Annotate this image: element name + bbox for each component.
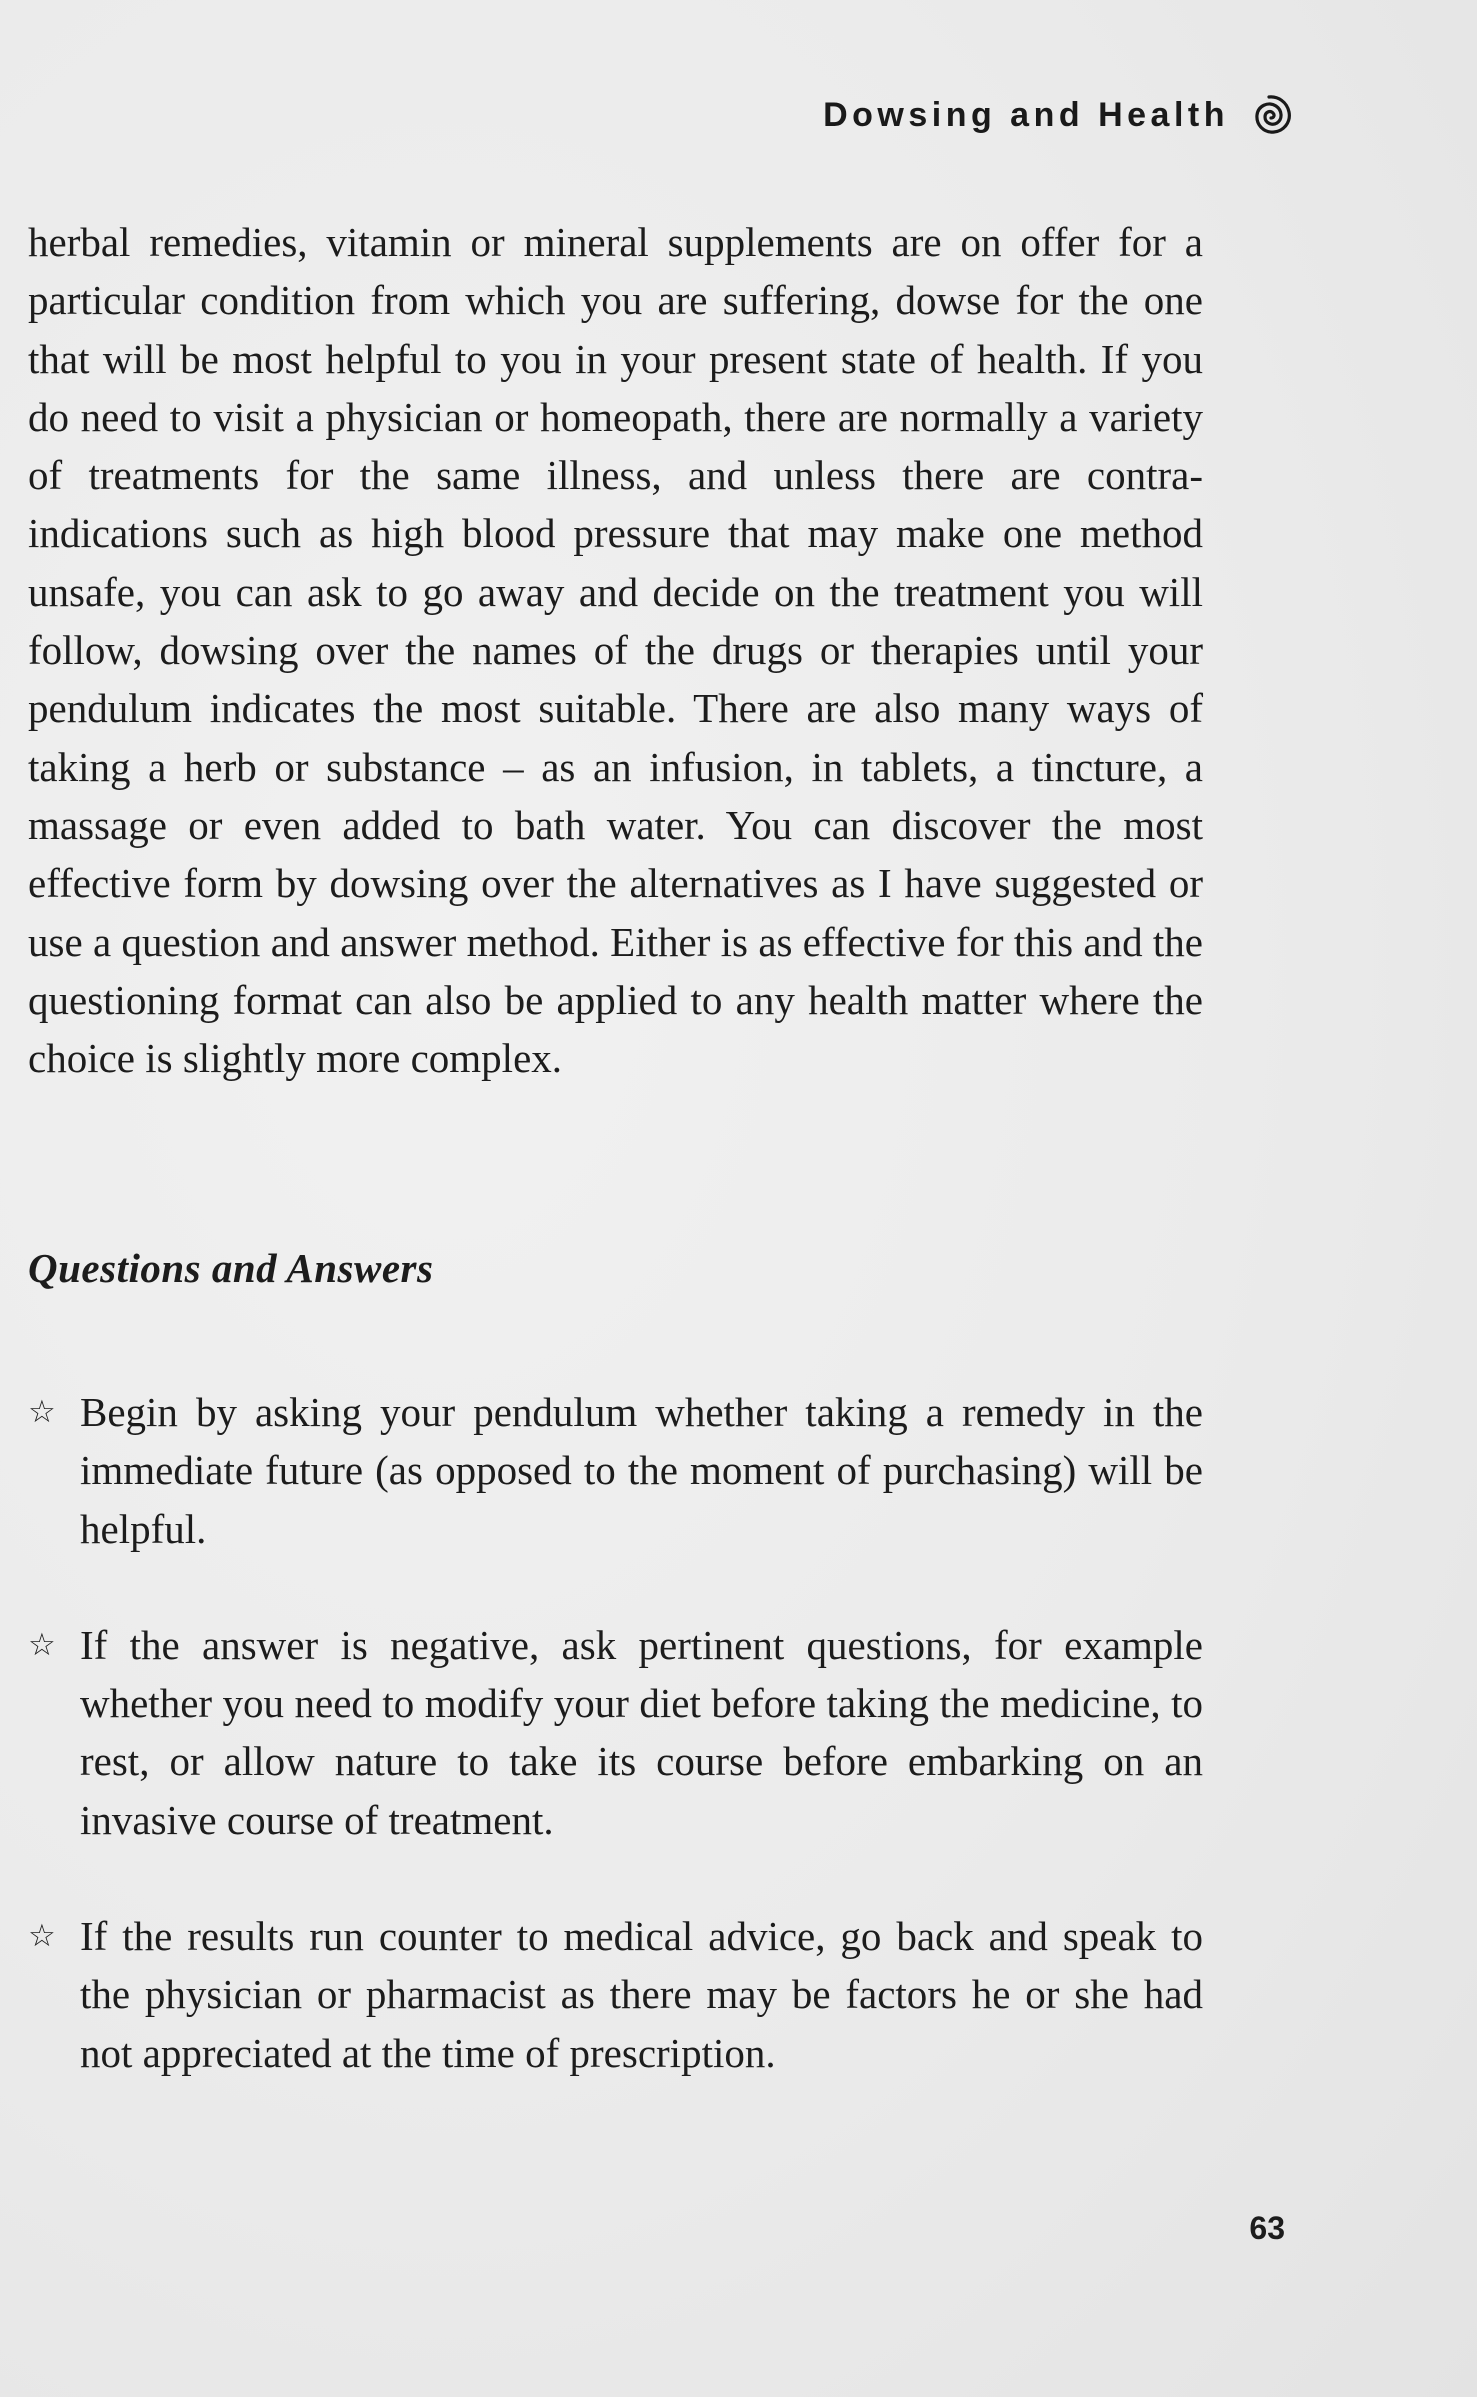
list-item [28,1616,1203,1849]
list-item-text: Begin by asking your pendulum whether taking a remedy in the immediate future (as opposed to the moment of purchasing) will be helpful. [80,1389,1203,1552]
list-item [28,1383,1203,1558]
body-paragraph: herbal remedies, vitamin or mineral supplements are on offer for a particular condition from which you are suffering, dowse for the one that will be most helpful to you in your present state of health. If you do need to visit a physician or homeopath, there are normally a variety of treatments for the same illness, and unless there are contra-indications such as high blood pressure that may make one method unsafe, you can ask to go away and decide on the treatment you will follow, dowsing over the names of the drugs or therapies until your pendulum indicates the most suitable. There are also many ways of taking a herb or substance – as an infusion, in tablets, a tincture, a massage or even added to bath water. You can discover the most effective form by dowsing over the alternatives as I have suggested or use a question and answer method. Either is as effective for this and the questioning format can also be applied to any health matter where the choice is slightly more complex. [28,219,1203,1082]
bullet-list [28,1383,1203,2082]
list-item-text: If the answer is negative, ask pertinent questions, for example whether you need to modify your diet before taking the medicine, to rest, or allow nature to take its course before embarking on an invasive course of treatment. [80,1621,1203,1843]
running-head-title: Dowsing and Health [823,96,1229,134]
list-item [28,1907,1203,2082]
star-icon: ☆ [28,1394,56,1430]
list-item-text: If the results run counter to medical advice, go back and speak to the physician or pharmacist as there may be factors he or she had not appreciated at the time of prescription. [80,1913,1203,2076]
star-icon: ☆ [28,1918,56,1955]
section-heading: Questions and Answers [28,1245,434,1291]
star-icon: ☆ [28,1626,56,1663]
spiral-icon [1243,88,1299,144]
page-number: 63 [1249,2210,1285,2246]
